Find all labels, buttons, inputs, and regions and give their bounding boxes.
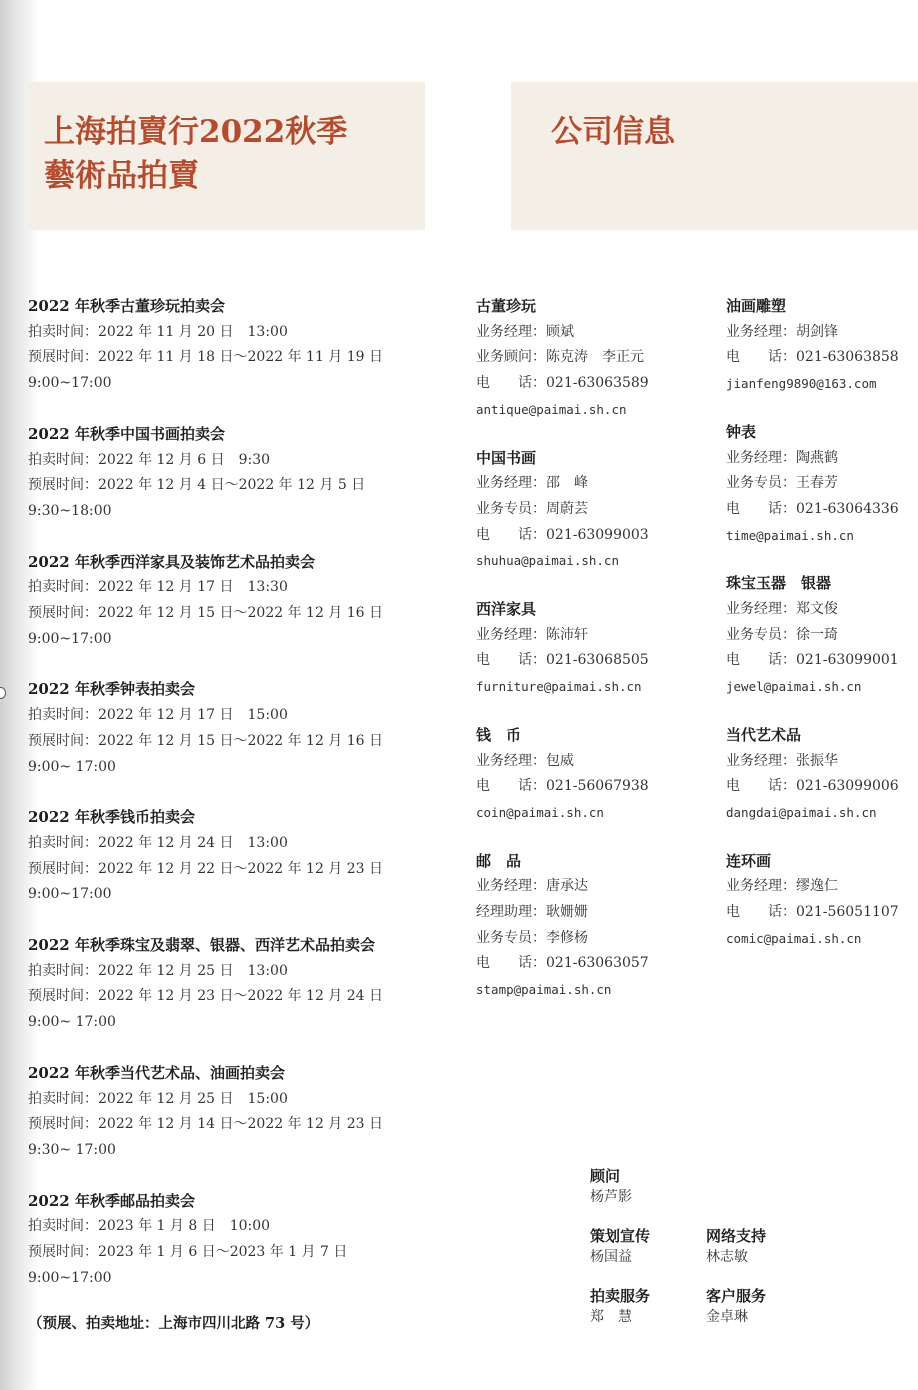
dept-phone: 电 话：021-63063589 bbox=[476, 375, 649, 392]
dept-phone: 电 话：021-63099001 bbox=[726, 652, 899, 669]
dept-contact-line: 业务经理：邵 峰 bbox=[476, 475, 588, 492]
dept-oil-painting-sculpture bbox=[726, 294, 918, 397]
company-info-banner bbox=[511, 82, 918, 230]
staff-role: 客户服务 bbox=[706, 1287, 767, 1305]
dept-email[interactable]: shuhua@paimai.sh.cn bbox=[476, 553, 619, 569]
staff-role: 策划宣传 bbox=[590, 1227, 651, 1245]
dept-phone: 电 话：021-63063057 bbox=[476, 955, 649, 972]
staff-advisor bbox=[590, 1166, 632, 1208]
session-preview-time: 预展时间：2022 年 12 月 23 日～2022 年 12 月 24 日 bbox=[28, 988, 384, 1005]
session-title: 2022 年秋季钱币拍卖会 bbox=[28, 808, 195, 827]
dept-email[interactable]: stamp@paimai.sh.cn bbox=[476, 982, 612, 998]
dept-phone: 电 话：021-63099006 bbox=[726, 778, 899, 795]
dept-name: 珠宝玉器 银器 bbox=[726, 574, 832, 593]
departments-left bbox=[476, 294, 716, 1026]
staff-name: 金卓琳 bbox=[706, 1309, 748, 1325]
session-preview-time: 预展时间：2023 年 1 月 6 日～2023 年 1 月 7 日 bbox=[28, 1244, 348, 1261]
session-preview-time: 预展时间：2022 年 12 月 22 日～2022 年 12 月 23 日 bbox=[28, 860, 384, 877]
dept-email[interactable]: antique@paimai.sh.cn bbox=[476, 401, 627, 417]
dept-chinese-painting bbox=[476, 446, 716, 575]
dept-email[interactable]: coin@paimai.sh.cn bbox=[476, 804, 604, 820]
session-chinese-painting bbox=[28, 422, 448, 525]
session-hours: 9:00~17:00 bbox=[28, 1269, 112, 1286]
session-western-furniture bbox=[28, 550, 448, 653]
session-jewelry bbox=[28, 933, 448, 1036]
session-title: 2022 年秋季古董珍玩拍卖会 bbox=[28, 297, 225, 315]
dept-name: 钟表 bbox=[726, 422, 757, 441]
session-hours: 9:00~ 17:00 bbox=[28, 1014, 116, 1031]
dept-contact-line: 业务经理：顾斌 bbox=[476, 323, 574, 340]
company-info-title: 公司信息 bbox=[551, 114, 675, 150]
dept-phone: 电 话：021-56051107 bbox=[726, 904, 899, 921]
dept-contact-line: 业务经理：陈沛轩 bbox=[476, 626, 588, 643]
session-auction-time: 拍卖时间：2022 年 12 月 25 日 15:00 bbox=[28, 1090, 288, 1107]
staff-role: 拍卖服务 bbox=[590, 1287, 651, 1305]
session-preview-time: 预展时间：2022 年 12 月 15 日～2022 年 12 月 16 日 bbox=[28, 605, 384, 622]
dept-name: 西洋家具 bbox=[476, 600, 537, 619]
session-title: 2022 年秋季中国书画拍卖会 bbox=[28, 424, 225, 443]
dept-name: 当代艺术品 bbox=[726, 725, 802, 744]
dept-phone: 电 话：021-63064336 bbox=[726, 500, 899, 517]
dept-name: 邮 品 bbox=[476, 851, 522, 870]
session-title: 2022 年秋季珠宝及翡翠、银器、西洋艺术品拍卖会 bbox=[28, 936, 375, 955]
staff-name: 林志敏 bbox=[706, 1249, 748, 1265]
staff-planning bbox=[590, 1226, 650, 1268]
staff-name: 杨国益 bbox=[590, 1249, 632, 1265]
dept-contact-line: 业务经理：陶燕鹤 bbox=[726, 449, 838, 466]
dept-email[interactable]: comic@paimai.sh.cn bbox=[726, 930, 862, 946]
dept-contact-line: 业务专员：王春芳 bbox=[726, 475, 838, 492]
dept-contact-line: 业务顾问：陈克涛 李正元 bbox=[476, 349, 644, 366]
dept-contact-line: 业务经理：唐承达 bbox=[476, 878, 588, 895]
session-stamps bbox=[28, 1189, 448, 1292]
session-auction-time: 拍卖时间：2022 年 12 月 17 日 13:30 bbox=[28, 579, 288, 596]
dept-email[interactable]: time@paimai.sh.cn bbox=[726, 527, 854, 543]
dept-contact-line: 业务经理：胡剑锋 bbox=[726, 323, 838, 340]
session-title: 2022 年秋季邮品拍卖会 bbox=[28, 1191, 195, 1210]
session-preview-time: 预展时间：2022 年 12 月 4 日～2022 年 12 月 5 日 bbox=[28, 477, 366, 494]
session-auction-time: 拍卖时间：2023 年 1 月 8 日 10:00 bbox=[28, 1218, 271, 1235]
staff-network bbox=[706, 1226, 766, 1268]
staff-role: 网络支持 bbox=[706, 1227, 767, 1245]
dept-contact-line: 业务专员：周蔚芸 bbox=[476, 500, 588, 517]
dept-western-furniture bbox=[476, 597, 716, 700]
session-title: 2022 年秋季钟表拍卖会 bbox=[28, 680, 195, 699]
venue-address: （预展、拍卖地址：上海市四川北路 73 号） bbox=[28, 1314, 320, 1332]
dept-phone: 电 话：021-63099003 bbox=[476, 526, 649, 543]
dept-name: 钱 币 bbox=[476, 725, 522, 744]
session-contemporary-art bbox=[28, 1061, 448, 1164]
session-auction-time: 拍卖时间：2022 年 11 月 20 日 13:00 bbox=[28, 323, 288, 340]
session-hours: 9:00~17:00 bbox=[28, 886, 112, 903]
dept-name: 连环画 bbox=[726, 851, 772, 870]
dept-watches bbox=[726, 420, 918, 549]
dept-stamps bbox=[476, 849, 716, 1003]
session-auction-time: 拍卖时间：2022 年 12 月 24 日 13:00 bbox=[28, 834, 288, 851]
session-auction-time: 拍卖时间：2022 年 12 月 17 日 15:00 bbox=[28, 707, 288, 724]
dept-contact-line: 业务经理：张振华 bbox=[726, 752, 838, 769]
auction-sessions bbox=[28, 294, 448, 1336]
auction-title-banner bbox=[28, 82, 425, 230]
session-hours: 9:30~18:00 bbox=[28, 502, 112, 519]
session-preview-time: 预展时间：2022 年 11 月 18 日～2022 年 11 月 19 日 bbox=[28, 349, 384, 366]
dept-coins bbox=[476, 723, 716, 826]
departments-right bbox=[726, 294, 918, 974]
dept-contact-line: 业务专员：李修杨 bbox=[476, 929, 588, 946]
dept-name: 油画雕塑 bbox=[726, 297, 787, 315]
session-hours: 9:00~17:00 bbox=[28, 630, 112, 647]
dept-contact-line: 经理助理：耿姗姗 bbox=[476, 904, 588, 921]
dept-name: 中国书画 bbox=[476, 448, 537, 467]
session-antiques bbox=[28, 294, 448, 397]
session-preview-time: 预展时间：2022 年 12 月 15 日～2022 年 12 月 16 日 bbox=[28, 732, 384, 749]
session-watches bbox=[28, 677, 448, 780]
dept-contemporary-art bbox=[726, 723, 918, 826]
session-auction-time: 拍卖时间：2022 年 12 月 6 日 9:30 bbox=[28, 451, 271, 468]
dept-contact-line: 业务经理：包威 bbox=[476, 752, 574, 769]
session-title: 2022 年秋季西洋家具及装饰艺术品拍卖会 bbox=[28, 552, 315, 571]
session-coins bbox=[28, 805, 448, 908]
dept-contact-line: 业务经理：缪逸仁 bbox=[726, 878, 838, 895]
session-auction-time: 拍卖时间：2022 年 12 月 25 日 13:00 bbox=[28, 962, 288, 979]
dept-email[interactable]: furniture@paimai.sh.cn bbox=[476, 679, 642, 695]
session-preview-time: 预展时间：2022 年 12 月 14 日～2022 年 12 月 23 日 bbox=[28, 1116, 384, 1133]
dept-phone: 电 话：021-63063858 bbox=[726, 349, 899, 366]
auction-title: 上海拍賣行2022秋季 藝術品拍賣 bbox=[44, 114, 348, 194]
dept-antiques bbox=[476, 294, 716, 423]
dept-jewelry-silver bbox=[726, 571, 918, 700]
dept-phone: 电 话：021-56067938 bbox=[476, 778, 649, 795]
staff-name: 郑 慧 bbox=[590, 1309, 632, 1325]
dept-contact-line: 业务专员：徐一琦 bbox=[726, 626, 838, 643]
session-hours: 9:30~ 17:00 bbox=[28, 1141, 116, 1158]
dept-phone: 电 话：021-63068505 bbox=[476, 652, 649, 669]
dept-email[interactable]: dangdai@paimai.sh.cn bbox=[726, 804, 877, 820]
dept-email[interactable]: jianfeng9890@163.com bbox=[726, 376, 877, 392]
staff-role: 顾问 bbox=[590, 1167, 621, 1185]
dept-name: 古董珍玩 bbox=[476, 297, 537, 315]
dept-comics bbox=[726, 849, 918, 952]
staff-name: 杨芦影 bbox=[590, 1189, 632, 1205]
session-title: 2022 年秋季当代艺术品、油画拍卖会 bbox=[28, 1063, 285, 1082]
session-hours: 9:00~ 17:00 bbox=[28, 758, 116, 775]
staff-auction-service bbox=[590, 1286, 650, 1328]
staff-customer-service bbox=[706, 1286, 766, 1328]
dept-email[interactable]: jewel@paimai.sh.cn bbox=[726, 679, 862, 695]
session-hours: 9:00~17:00 bbox=[28, 375, 112, 392]
dept-contact-line: 业务经理：郑文俊 bbox=[726, 601, 838, 618]
